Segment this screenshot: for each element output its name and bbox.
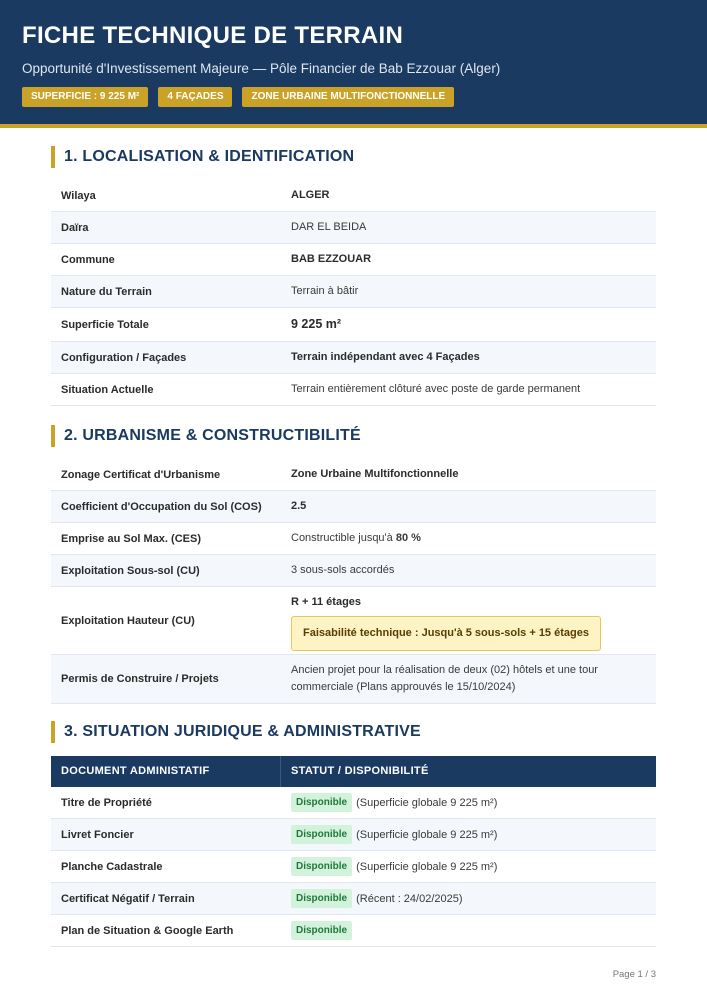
document-title: FICHE TECHNIQUE DE TERRAIN <box>22 22 404 49</box>
table-row <box>51 915 656 947</box>
table-row <box>51 308 656 342</box>
row-value: Ancien projet pour la réalisation de deux (02) hôtels et une tour commerciale (Plans approuvés le 15/10/2024) <box>291 664 598 693</box>
status-note: (Superficie globale 9 225 m²) <box>356 797 498 809</box>
column-header-status: STATUT / DISPONIBILITÉ <box>291 765 429 777</box>
row-label: Configuration / Façades <box>61 351 187 364</box>
table-row <box>51 276 656 308</box>
row-value <box>291 594 646 651</box>
row-value <box>291 530 646 547</box>
row-label: Permis de Construire / Projets <box>61 673 219 685</box>
header-divider <box>0 124 707 128</box>
row-label: Coefficient d'Occupation du Sol (COS) <box>61 500 262 513</box>
table-row <box>51 374 656 406</box>
document-name: Livret Foncier <box>61 828 134 841</box>
table-row <box>51 787 656 819</box>
row-value: Terrain indépendant avec 4 Façades <box>291 351 480 363</box>
status-badge: Disponible <box>291 857 352 876</box>
page-header <box>0 0 707 124</box>
row-label: Exploitation Sous-sol (CU) <box>61 564 200 577</box>
section-1-title: 1. LOCALISATION & IDENTIFICATION <box>51 146 354 168</box>
row-value: DAR EL BEIDA <box>291 221 367 233</box>
row-value: 3 sous-sols accordés <box>291 564 395 576</box>
document-status-cell <box>291 889 646 908</box>
row-value: BAB EZZOUAR <box>291 253 372 265</box>
table-row <box>51 523 656 555</box>
row-value: 9 225 m² <box>291 317 342 331</box>
status-badge: Disponible <box>291 921 352 940</box>
document-subtitle: Opportunité d'Investissement Majeure — Pôle Financier de Bab Ezzouar (Alger) <box>22 61 501 76</box>
row-label: Daïra <box>61 221 89 234</box>
row-label: Situation Actuelle <box>61 383 154 396</box>
table-row <box>51 180 656 212</box>
row-value: Terrain à bâtir <box>291 285 359 297</box>
row-value: Terrain entièrement clôturé avec poste de garde permanent <box>291 383 581 395</box>
table-row <box>51 491 656 523</box>
table-row <box>51 819 656 851</box>
value-strong: 80 % <box>395 532 421 544</box>
badge-zone: ZONE URBAINE MULTIFONCTIONNELLE <box>242 87 454 107</box>
row-value: Zone Urbaine Multifonctionnelle <box>291 468 459 480</box>
table-row <box>51 555 656 587</box>
document-name: Certificat Négatif / Terrain <box>61 892 195 905</box>
table-row <box>51 244 656 276</box>
status-badge: Disponible <box>291 793 352 812</box>
table-row <box>51 655 656 704</box>
value-prefix: Constructible jusqu'à <box>291 532 396 544</box>
document-name: Titre de Propriété <box>61 796 152 809</box>
row-label: Nature du Terrain <box>61 285 152 298</box>
document-status-cell <box>291 825 646 844</box>
document-name: Plan de Situation & Google Earth <box>61 924 234 937</box>
table-row <box>51 212 656 244</box>
height-value: R + 11 étages <box>291 596 362 608</box>
documents-table <box>51 787 656 947</box>
status-badge: Disponible <box>291 825 352 844</box>
documents-table-header <box>51 756 656 787</box>
document-name: Planche Cadastrale <box>61 860 163 873</box>
table-row <box>51 851 656 883</box>
status-note: (Superficie globale 9 225 m²) <box>356 861 498 873</box>
badge-superficie: SUPERFICIE : 9 225 M² <box>22 87 148 107</box>
row-value: ALGER <box>291 189 330 201</box>
feasibility-note: Faisabilité technique : Jusqu'à 5 sous-sols + 15 étages <box>291 616 601 651</box>
section-3-title: 3. SITUATION JURIDIQUE & ADMINISTRATIVE <box>51 721 421 743</box>
column-divider <box>280 756 281 787</box>
table-row <box>51 883 656 915</box>
header-badges <box>22 87 454 107</box>
row-label: Emprise au Sol Max. (CES) <box>61 532 201 545</box>
row-label: Wilaya <box>61 189 96 202</box>
status-note: (Récent : 24/02/2025) <box>356 893 463 905</box>
badge-facades: 4 FAÇADES <box>158 87 232 107</box>
table-row <box>51 459 656 491</box>
table-row <box>51 587 656 655</box>
document-status-cell <box>291 857 646 876</box>
section-2-title: 2. URBANISME & CONSTRUCTIBILITÉ <box>51 425 361 447</box>
section-1-table <box>51 180 656 406</box>
status-badge: Disponible <box>291 889 352 908</box>
page-number: Page 1 / 3 <box>612 969 656 980</box>
document-status-cell <box>291 793 646 812</box>
column-header-document: DOCUMENT ADMINISTATIF <box>61 765 210 777</box>
document-status-cell <box>291 921 646 940</box>
row-label: Commune <box>61 253 115 266</box>
section-2-table <box>51 459 656 704</box>
table-row <box>51 342 656 374</box>
row-label: Zonage Certificat d'Urbanisme <box>61 468 221 481</box>
status-note: (Superficie globale 9 225 m²) <box>356 829 498 841</box>
row-value: 2.5 <box>291 500 307 512</box>
row-label: Exploitation Hauteur (CU) <box>61 614 195 627</box>
row-label: Superficie Totale <box>61 318 149 331</box>
